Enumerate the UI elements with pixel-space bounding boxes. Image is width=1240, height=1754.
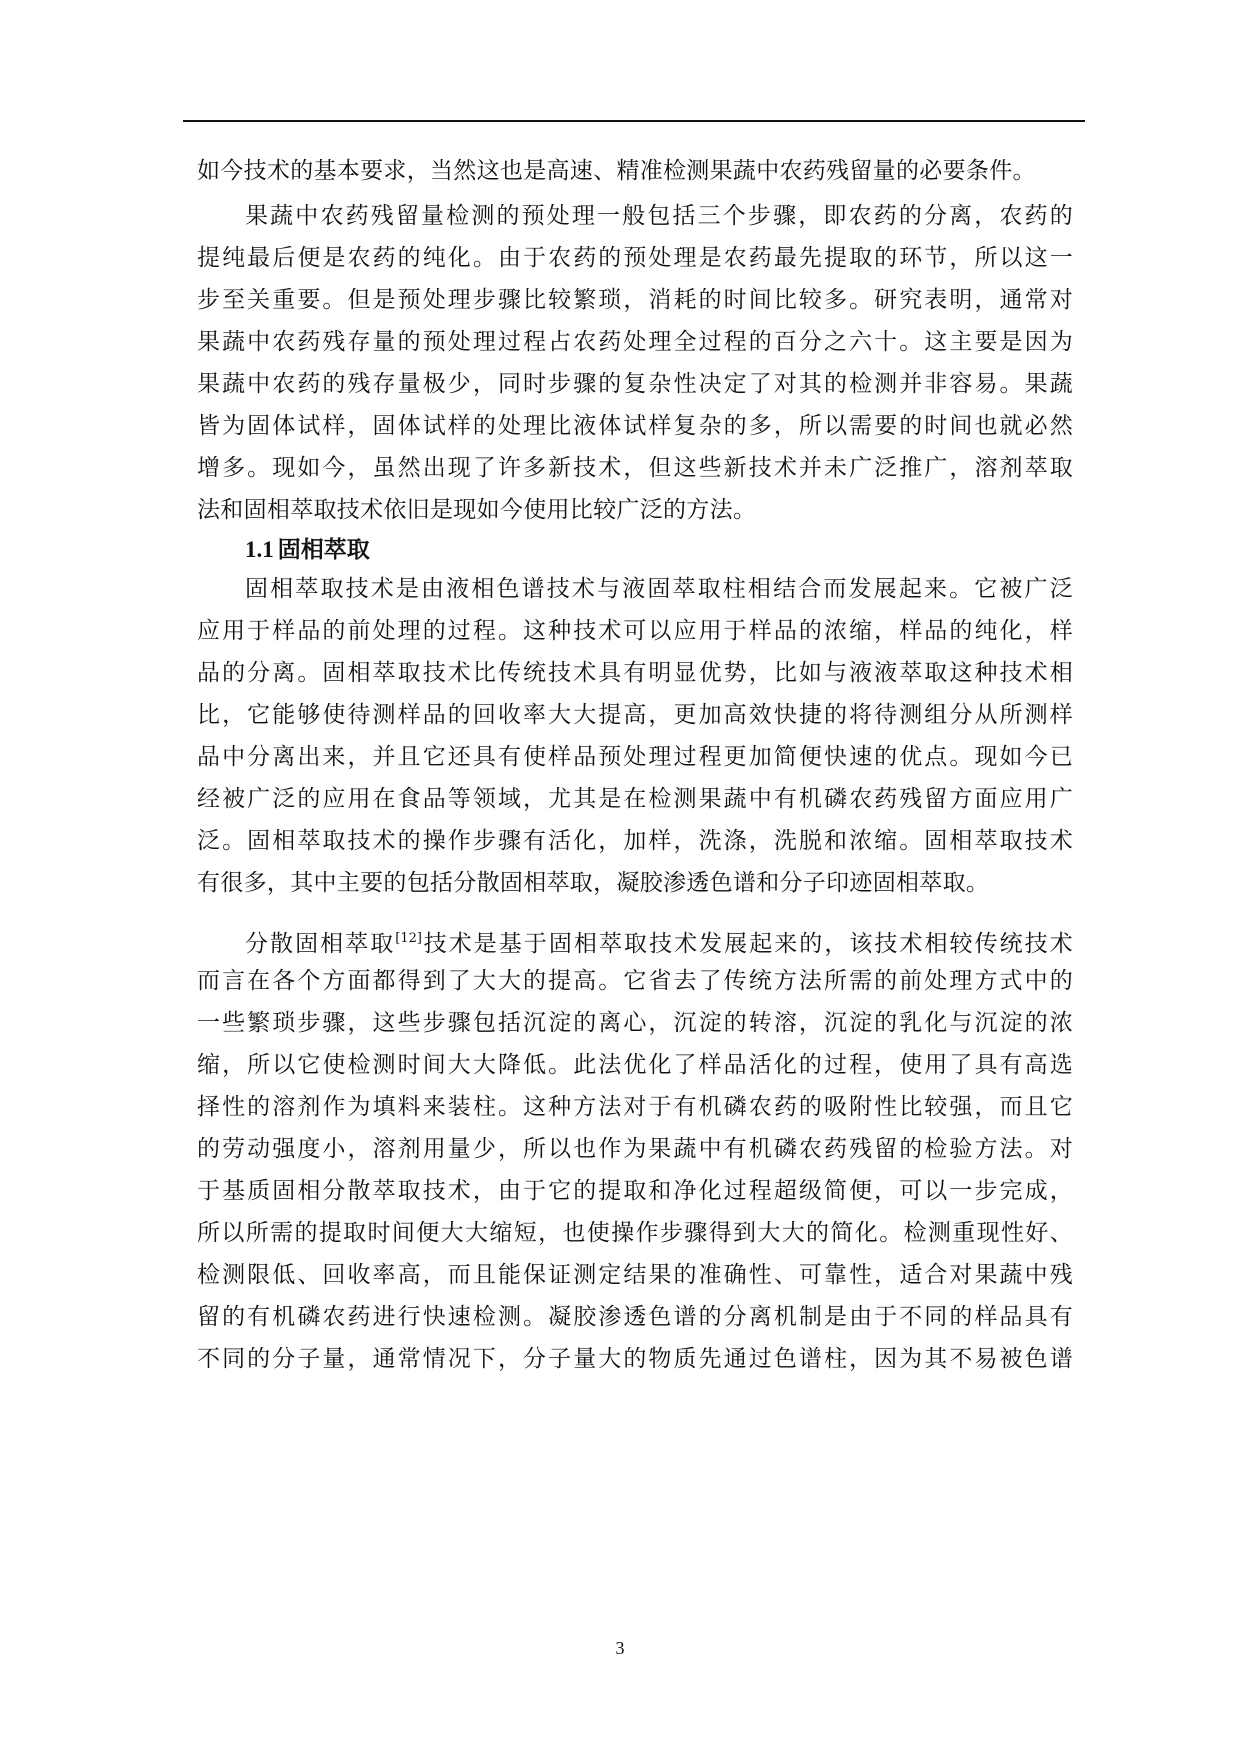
paragraph-line: 如今技术的基本要求，当然这也是高速、精准检测果蔬中农药残留量的必要条件。 <box>197 158 1036 184</box>
paragraph-line: 增多。现如今，虽然出现了许多新技术，但这些新技术并未广泛推广，溶剂萃取 <box>197 455 1073 481</box>
paragraph-line: 应用于样品的前处理的过程。这种技术可以应用于样品的浓缩，样品的纯化，样 <box>197 618 1073 644</box>
section-title: 固相萃取 <box>277 537 370 563</box>
paragraph-line: 步至关重要。但是预处理步骤比较繁琐，消耗的时间比较多。研究表明，通常对 <box>197 287 1073 313</box>
paragraph-line <box>245 923 1073 955</box>
paragraph-line: 缩，所以它使检测时间大大降低。此法优化了样品活化的过程，使用了具有高选 <box>197 1052 1073 1078</box>
paragraph-line: 提纯最后便是农药的纯化。由于农药的预处理是农药最先提取的环节，所以这一 <box>197 245 1073 271</box>
paragraph-line: 固相萃取技术是由液相色谱技术与液固萃取柱相结合而发展起来。它被广泛 <box>245 576 1073 602</box>
paragraph-line: 皆为固体试样，固体试样的处理比液体试样复杂的多，所以需要的时间也就必然 <box>197 413 1073 439</box>
paragraph-line: 于基质固相分散萃取技术，由于它的提取和净化过程超级简便，可以一步完成， <box>197 1178 1073 1204</box>
paragraph-line: 比，它能够使待测样品的回收率大大提高，更加高效快捷的将待测组分从所测样 <box>197 702 1073 728</box>
citation-reference[interactable]: [12] <box>395 931 422 946</box>
paragraph-line: 所以所需的提取时间便大大缩短，也使操作步骤得到大大的简化。检测重现性好、 <box>197 1220 1073 1246</box>
paragraph-line: 一些繁琐步骤，这些步骤包括沉淀的离心，沉淀的转溶，沉淀的乳化与沉淀的浓 <box>197 1010 1073 1036</box>
paragraph-line: 品的分离。固相萃取技术比传统技术具有明显优势，比如与液液萃取这种技术相 <box>197 660 1073 686</box>
paragraph-line: 法和固相萃取技术依旧是现如今使用比较广泛的方法。 <box>197 497 757 523</box>
paragraph-line: 有很多，其中主要的包括分散固相萃取，凝胶渗透色谱和分子印迹固相萃取。 <box>197 870 990 896</box>
section-number: 1.1 <box>245 537 274 562</box>
paragraph-text: 分散固相萃取 <box>245 931 396 957</box>
page-number: 3 <box>615 1638 625 1658</box>
paragraph-line: 检测限低、回收率高，而且能保证测定结果的准确性、可靠性，适合对果蔬中残 <box>197 1262 1073 1288</box>
paragraph-line: 留的有机磷农药进行快速检测。凝胶渗透色谱的分离机制是由于不同的样品具有 <box>197 1304 1073 1330</box>
paragraph-line: 不同的分子量，通常情况下，分子量大的物质先通过色谱柱，因为其不易被色谱 <box>197 1346 1073 1372</box>
section-heading <box>245 534 370 566</box>
paragraph-line: 果蔬中农药残存量的预处理过程占农药处理全过程的百分之六十。这主要是因为 <box>197 329 1073 355</box>
paragraph-line: 果蔬中农药残留量检测的预处理一般包括三个步骤，即农药的分离，农药的 <box>245 203 1073 229</box>
paragraph-line: 而言在各个方面都得到了大大的提高。它省去了传统方法所需的前处理方式中的 <box>197 968 1073 994</box>
paragraph-line: 品中分离出来，并且它还具有使样品预处理过程更加简便快速的优点。现如今已 <box>197 744 1073 770</box>
paragraph-text: 技术是基于固相萃取技术发展起来的，该技术相较传统技术 <box>421 931 1073 957</box>
paragraph-line: 泛。固相萃取技术的操作步骤有活化，加样，洗涤，洗脱和浓缩。固相萃取技术 <box>197 828 1073 854</box>
header-rule <box>183 120 1085 122</box>
paragraph-line: 的劳动强度小，溶剂用量少，所以也作为果蔬中有机磷农药残留的检验方法。对 <box>197 1136 1073 1162</box>
paragraph-line: 经被广泛的应用在食品等领域，尤其是在检测果蔬中有机磷农药残留方面应用广 <box>197 786 1073 812</box>
paragraph-line: 择性的溶剂作为填料来装柱。这种方法对于有机磷农药的吸附性比较强，而且它 <box>197 1094 1073 1120</box>
paragraph-line: 果蔬中农药的残存量极少，同时步骤的复杂性决定了对其的检测并非容易。果蔬 <box>197 371 1073 397</box>
